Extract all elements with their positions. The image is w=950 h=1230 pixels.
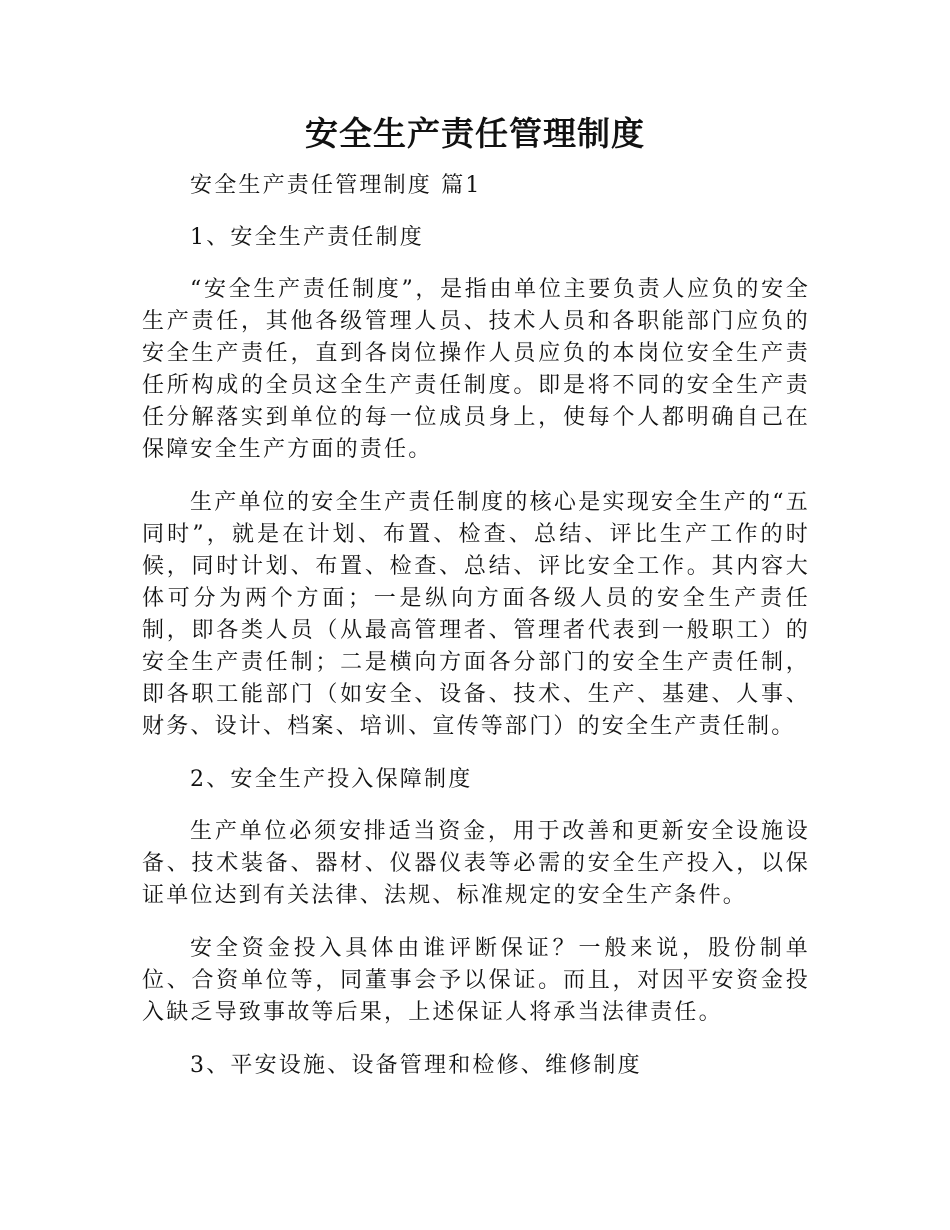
document-title: 安全生产责任管理制度	[305, 114, 645, 153]
section-heading: 安全生产责任管理制度 篇1	[190, 173, 482, 198]
body-paragraph: 安全资金投入具体由谁评断保证？一般来说，股份制单位、合资单位等，同董事会予以保证。而且，对因平安资金投入缺乏导致事故等后果，上述保证人将承当法律责任。	[142, 936, 810, 1025]
subsection-heading: 1、安全生产责任制度	[190, 225, 424, 250]
body-paragraph: 生产单位必须安排适当资金，用于改善和更新安全设施设备、技术装备、器材、仪器仪表等必需的安全生产投入，以保证单位达到有关法律、法规、标准规定的安全生产条件。	[142, 819, 810, 908]
subsection-heading: 2、安全生产投入保障制度	[190, 767, 473, 792]
subsection-heading: 3、平安设施、设备管理和检修、维修制度	[190, 1053, 642, 1078]
body-paragraph: “安全生产责任制度”，是指由单位主要负责人应负的安全生产责任，其他各级管理人员、技术人员和各职能部门应负的安全生产责任，直到各岗位操作人员应负的本岗位安全生产责任所构成的全员这全生产责任制度。即是将不同的安全生产责任分解落实到单位的每一位成员身上，使每个人都明确自己在保障安全生产方面的责任。	[142, 277, 810, 462]
document-body	[142, 170, 810, 1102]
body-paragraph: 生产单位的安全生产责任制度的核心是实现安全生产的“五同时”，就是在计划、布置、检查、总结、评比生产工作的时候，同时计划、布置、检查、总结、评比安全工作。其内容大体可分为两个方面；一是纵向方面各级人员的安全生产责任制，即各类人员（从最高管理者、管理者代表到一般职工）的安全生产责任制；二是横向方面各分部门的安全生产责任制，即各职工能部门（如安全、设备、技术、生产、基建、人事、财务、设计、档案、培训、宣传等部门）的安全生产责任制。	[142, 490, 810, 739]
